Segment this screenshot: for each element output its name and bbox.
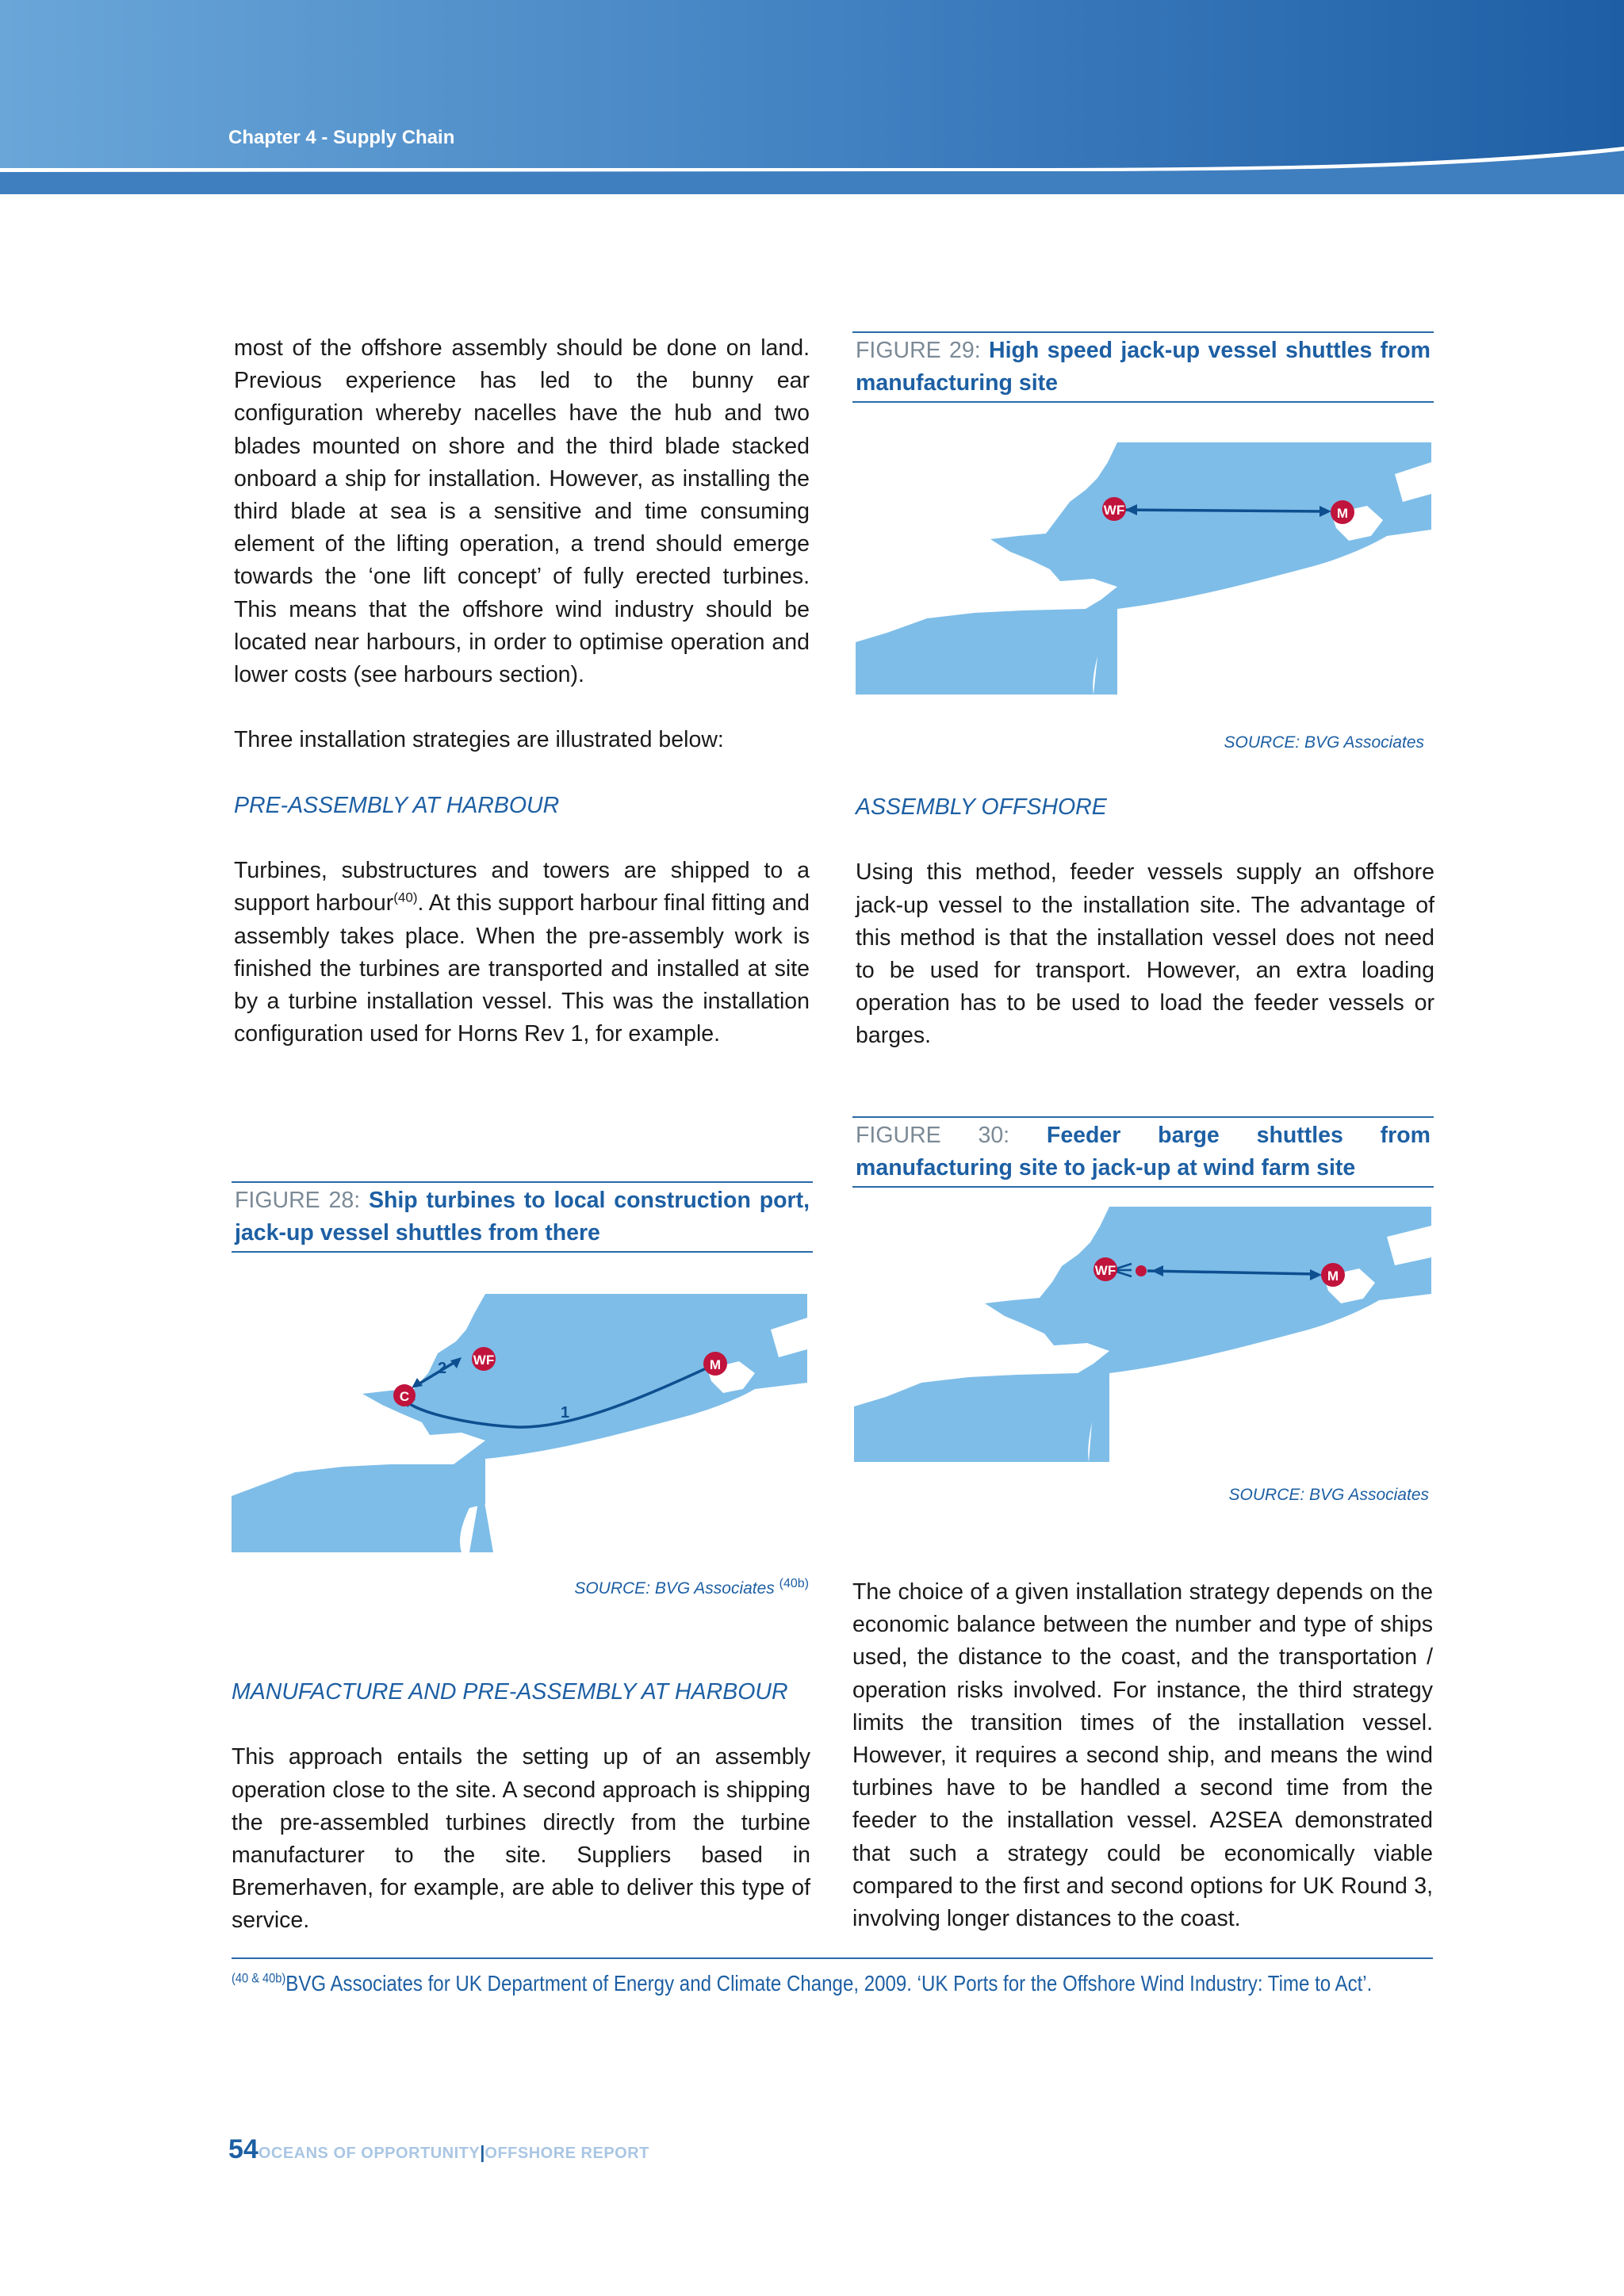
pre-assembly-text-a: Turbines, substructures and towers are shipped to a support harbour: [234, 858, 810, 916]
figure-29-caption: [852, 331, 1434, 403]
footnote-ref-40[interactable]: (40): [393, 890, 418, 905]
figure-30-caption: [852, 1116, 1434, 1188]
figure-28-label: FIGURE 28:: [235, 1188, 369, 1213]
figure-28-source: [444, 1579, 809, 1598]
feeder-barge-marker[interactable]: [1136, 1265, 1147, 1276]
footer-separator: |: [480, 2142, 485, 2162]
pre-assembly-paragraph: [234, 855, 810, 1050]
manufacturing-site-marker-label: M: [1336, 506, 1349, 521]
page-header: [0, 0, 1624, 198]
footnote-marker: (40 & 40b): [232, 1970, 286, 1986]
figure-28-title: Ship turbines to local construction port, jack-up vessel shuttles from there: [235, 1188, 810, 1246]
chapter-title: Chapter 4 - Supply Chain: [228, 127, 455, 148]
figure-30-source: SOURCE: BVG Associates: [1228, 1486, 1429, 1504]
pre-assembly-text-b: . At this support harbour final fitting and assembly takes place. When the pre-assembly work is finished the turbines are transported and installed at site by a turbine installation vessel. This was the installation configuration used for Horns Rev 1, for example.: [234, 890, 810, 1047]
footnote-text: BVG Associates for UK Department of Energy and Climate Change, 2009. ‘UK Ports for the Offshore Wind Industry: Time to Act’.: [285, 1971, 1373, 1996]
strategy-choice-paragraph: The choice of a given installation strategy depends on the economic balance between the number and type of ships used, the distance to the coast, and the transportation / operation risks involved. For instance, the third strategy limits the transition times of the installation vessel. However, it requires a second ship, and means the wind turbines have to be handled a second time from the feeder to the installation vessel. A2SEA demonstrated that such a strategy could be economically viable compared to the first and second options for UK Round 3, involving longer distances to the coast.: [852, 1579, 1433, 1932]
footnote: [232, 1971, 1372, 1996]
shuttle-route-line: [1117, 510, 1327, 511]
manufacturing-site-marker-label: M: [709, 1357, 722, 1372]
wind-farm-marker-label: WF: [1094, 1263, 1116, 1278]
figure-28-source-text: SOURCE: BVG Associates: [574, 1579, 779, 1598]
figure-28-caption: [232, 1181, 813, 1253]
subheading-pre-assembly: PRE-ASSEMBLY AT HARBOUR: [234, 792, 560, 818]
route-2-label: 2: [438, 1360, 447, 1377]
footnote-ref-40b[interactable]: (40b): [779, 1577, 809, 1590]
subheading-manufacture: MANUFACTURE AND PRE-ASSEMBLY AT HARBOUR: [232, 1679, 788, 1705]
figure-30-map: [854, 1207, 1431, 1462]
wind-farm-marker-label: WF: [473, 1353, 495, 1368]
footnote-divider: [232, 1957, 1433, 1959]
manufacturing-site-marker-label: M: [1327, 1269, 1339, 1284]
strategies-intro: Three installation strategies are illustrated below:: [234, 727, 724, 753]
left-column-bottom: [232, 1676, 810, 1938]
wind-farm-marker-label: WF: [1103, 503, 1125, 518]
right-column-top: [856, 791, 1434, 1053]
figure-29-map: [856, 442, 1431, 695]
route-1-label: 1: [561, 1404, 570, 1422]
construction-port-marker-label: C: [399, 1389, 410, 1404]
manufacture-paragraph: This approach entails the setting up of an assembly operation close to the site. A second approach is shipping the pre-assembled turbines directly from the turbine manufacturer to the site. Suppliers based in Bremerhaven, for example, are able to deliver this type of service.: [232, 1744, 810, 1934]
subheading-assembly-offshore: ASSEMBLY OFFSHORE: [856, 794, 1107, 820]
figure-28-map: [232, 1294, 807, 1552]
figure-30-label: FIGURE 30:: [856, 1123, 1047, 1148]
figure-29-source: SOURCE: BVG Associates: [1224, 733, 1424, 752]
figure-30-title: Feeder barge shuttles from manufacturing site to jack-up at wind farm site: [856, 1123, 1431, 1181]
figure-29-label: FIGURE 29:: [856, 338, 989, 363]
page-number: 54: [228, 2134, 259, 2164]
footer-brand-2: OFFSHORE REPORT: [485, 2145, 649, 2162]
figure-29-title: High speed jack-up vessel shuttles from manufacturing site: [856, 338, 1431, 396]
right-column-bottom: [852, 1576, 1433, 1935]
page-footer: [228, 2134, 649, 2165]
left-column-top: [234, 332, 810, 1050]
footer-brand-1: OCEANS OF OPPORTUNITY: [258, 2145, 481, 2162]
header-banner: [0, 0, 1624, 198]
assembly-offshore-paragraph: Using this method, feeder vessels supply an offshore jack-up vessel to the installation site. The advantage of this method is that the installation vessel does not need to be used for transport. However, an extra loading operation has to be used to load the feeder vessels or barges.: [856, 859, 1434, 1049]
intro-paragraph: most of the offshore assembly should be done on land. Previous experience has led to the bunny ear configuration whereby nacelles have the hub and two blades mounted on shore and the third blade stacked onboard a ship for installation. However, as installing the third blade at sea is a sensitive and time consuming element of the lifting operation, a trend should emerge towards the ‘one lift concept’ of fully erected turbines. This means that the offshore wind industry should be located near harbours, in order to optimise operation and lower costs (see harbours section).: [234, 335, 810, 688]
